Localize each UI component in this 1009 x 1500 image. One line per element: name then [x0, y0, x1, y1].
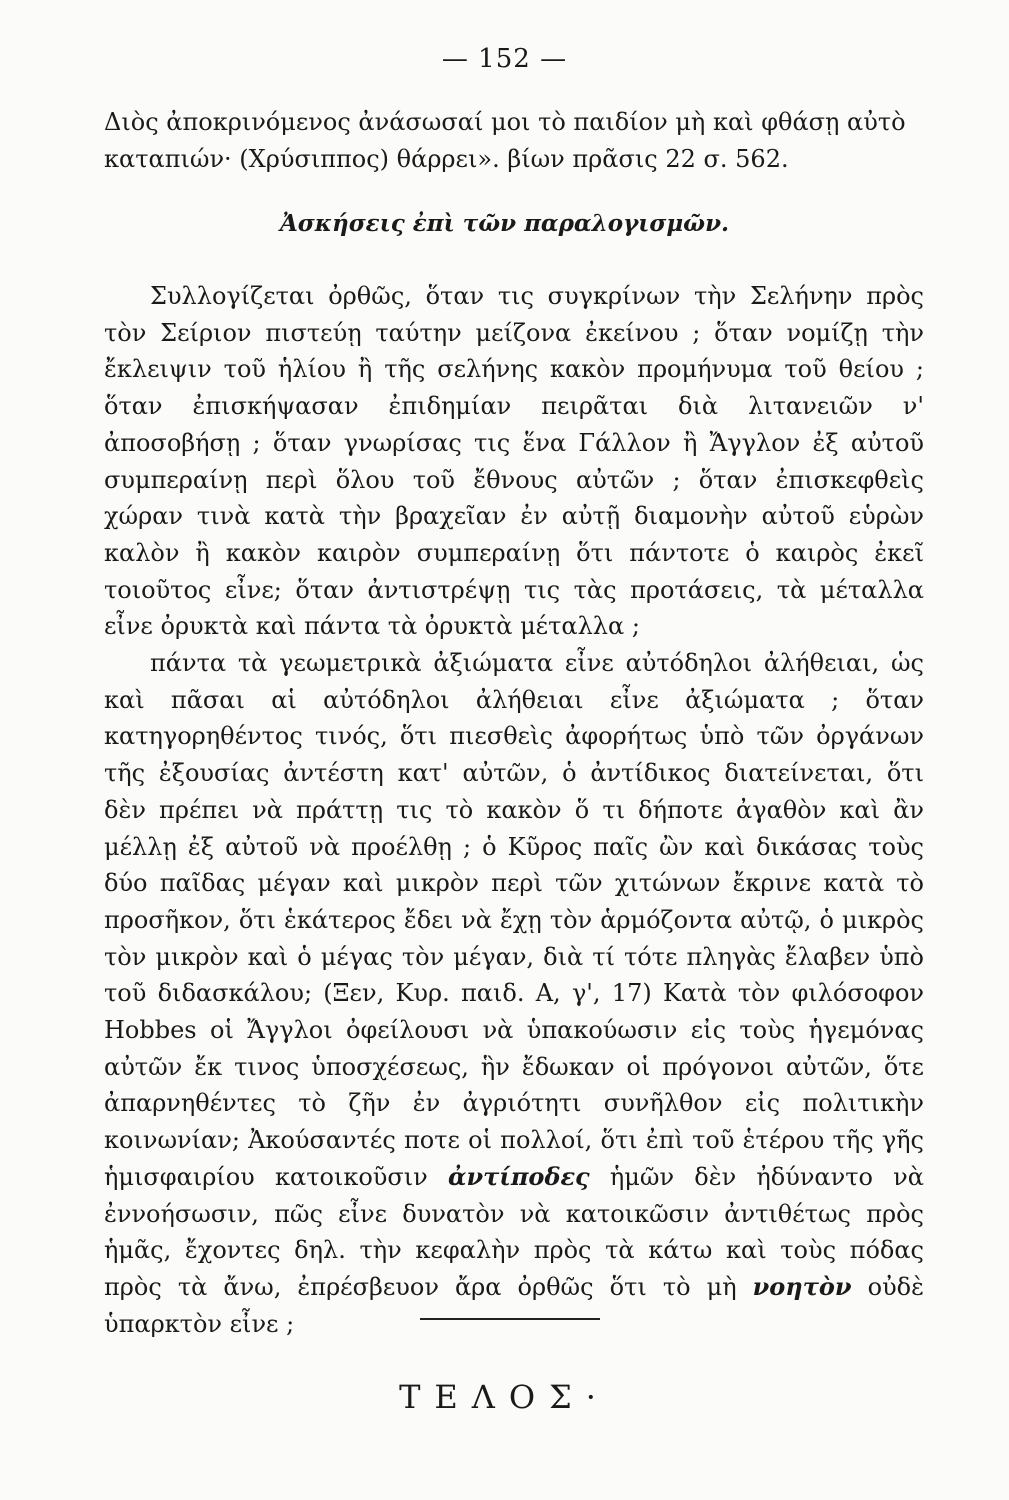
- paragraph-2-text-b: ἡμῶν δὲν ἠδύναντο νὰ ἐννοήσωσιν, πῶς εἶνε δυνατὸν νὰ κατοικῶσιν ἀντιθέτως πρὸς ἡμᾶς, ἔχοντες δηλ. τὴν κεφαλὴν πρὸς τὰ κάτω καὶ τοὺς πόδας πρὸς τὰ ἄνω, ἐπρέσβευον ἄρα ὀρθῶς ὅτι τὸ μὴ: [104, 1162, 924, 1301]
- section-heading: Ἀσκήσεις ἐπὶ τῶν παραλογισμῶν.: [279, 210, 730, 237]
- body-text: [104, 278, 924, 1342]
- page-number: — 152 —: [441, 44, 568, 74]
- paragraph-2-text-a: πάντα τὰ γεωμετρικὰ ἀξιώματα εἶνε αὐτόδηλοι ἀλήθειαι, ὡς καὶ πᾶσαι αἱ αὐτόδηλοι ἀλήθειαι εἶνε ἀξιώματα ; ὅταν κατηγορηθέντος τινός, ὅτι πιεσθεὶς ἀφορήτως ὑπὸ τῶν ὀργάνων τῆς ἐξουσίας ἀντέστη κατ' αὐτῶν, ὁ ἀντίδικος διατείνεται, ὅτι δὲν πρέπει νὰ πράττῃ τις τὸ κακὸν ὅ τι δήποτε ἀγαθὸν καὶ ἂν μέλλῃ ἐξ αὐτοῦ νὰ προέλθῃ ; ὁ Κῦρος παῖς ὢν καὶ δικάσας τοὺς δύο παῖδας μέγαν καὶ μικρὸν περὶ τῶν χιτώνων ἔκρινε κατὰ τὸ προσῆκον, ὅτι ἑκάτερος ἔδει νὰ ἔχῃ τὸν ἁρμόζοντα αὐτῷ, ὁ μικρὸς τὸν μικρὸν καὶ ὁ μέγας τὸν μέγαν, διὰ τί τότε πληγὰς ἔλαβεν ὑπὸ τοῦ διδασκάλου; (Ξεν, Κυρ. παιδ. Α, γ', 17) Κατὰ τὸν φιλόσοφον Hobbes οἱ Ἄγγλοι ὀφείλουσι νὰ ὑπακούωσιν εἰς τοὺς ἡγεμόνας αὐτῶν ἔκ τινος ὑποσχέσεως, ἣν ἔδωκαν οἱ πρόγονοι αὐτῶν, ὅτε ἀπαρνηθέντες τὸ ζῆν ἐν ἀγριότητι συνῆλθον εἰς πολιτικὴν κοινωνίαν; Ἀκούσαντές ποτε οἱ πολλοί, ὅτι ἐπὶ τοῦ ἑτέρου τῆς γῆς ἡμισφαιρίου κατοικοῦσιν: [104, 649, 924, 1191]
- emphasis-noeton: νοητὸν: [752, 1271, 852, 1301]
- end-mark: ΤΕΛΟΣ·: [399, 1378, 610, 1416]
- divider-rule: [420, 1318, 600, 1320]
- paragraph-1: Συλλογίζεται ὀρθῶς, ὅταν τις συγκρίνων τὴν Σελήνην πρὸς τὸν Σείριον πιστεύῃ ταύτην μείζονα ἐκείνου ; ὅταν νομίζῃ τὴν ἔκλειψιν τοῦ ἡλίου ἢ τῆς σελήνης κακὸν προμήνυμα τοῦ θείου ; ὅταν ἐπισκήψασαν ἐπιδημίαν πειρᾶται διὰ λιτανειῶν ν' ἀποσοβήσῃ ; ὅταν γνωρίσας τις ἕνα Γάλλον ἢ Ἄγγλον ἐξ αὐτοῦ συμπεραίνῃ περὶ ὅλου τοῦ ἔθνους αὐτῶν ; ὅταν ἐπισκεφθεὶς χώραν τινὰ κατὰ τὴν βραχεῖαν ἐν αὐτῇ διαμονὴν αὐτοῦ εὑρὼν καλὸν ἢ κακὸν καιρὸν συμπεραίνῃ ὅτι πάντοτε ὁ καιρὸς ἐκεῖ τοιοῦτος εἶνε; ὅταν ἀντιστρέψῃ τις τὰς προτάσεις, τὰ μέταλλα εἶνε ὀρυκτὰ καὶ πάντα τὰ ὀρυκτὰ μέταλλα ;: [104, 282, 924, 641]
- paragraph-2-text-c: οὐδὲ ὑπαρκτὸν εἶνε ;: [104, 1272, 924, 1338]
- intro-paragraph: Διὸς ἀποκρινόμενος ἀνάσωσαί μοι τὸ παιδίον μὴ καὶ φθάσῃ αὐτὸ καταπιών· (Χρύσιππος) θάρρει». βίων πρᾶσις 22 σ. 562.: [104, 108, 906, 173]
- emphasis-antipodes: ἀντίποδες: [447, 1161, 590, 1191]
- paragraph-2: [104, 645, 924, 1342]
